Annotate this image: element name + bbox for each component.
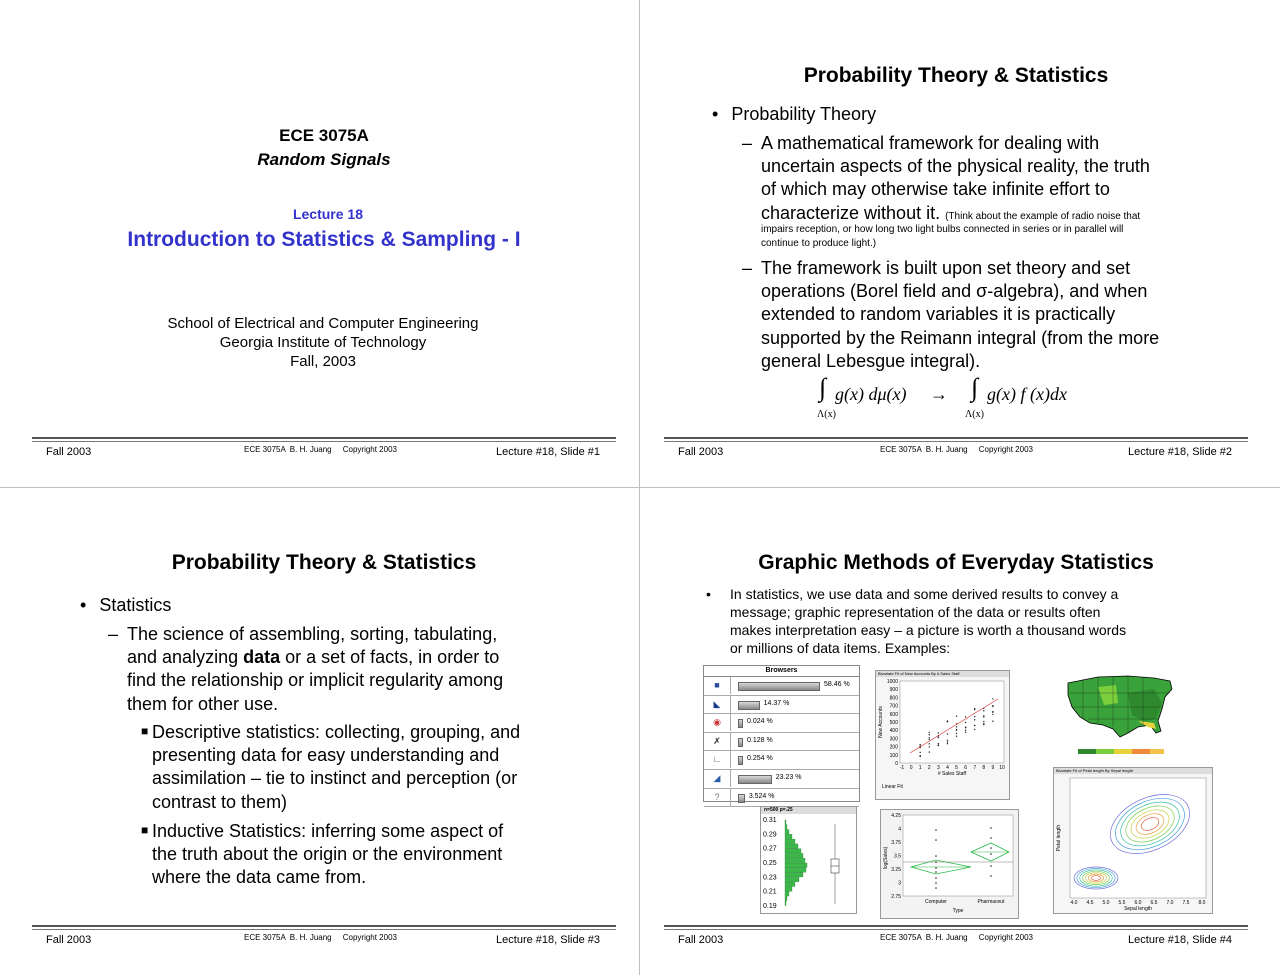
sub-line: The science of assembling, sorting, tabulating, xyxy=(127,624,498,644)
y-tick: 600 xyxy=(889,711,898,718)
histogram-bar xyxy=(785,901,786,905)
scatter-point xyxy=(938,732,939,733)
x-tick: 10 xyxy=(999,765,1005,771)
para-line: In statistics, we use data and some derived results to convey a xyxy=(730,586,1119,602)
y-tick: 0.27 xyxy=(763,845,777,853)
scatter-point xyxy=(983,716,984,717)
browser-value: 3.524 % xyxy=(748,792,775,800)
x-label: Sepal length xyxy=(1124,906,1152,912)
data-point xyxy=(935,882,937,884)
slide-3 xyxy=(8,488,640,974)
data-point xyxy=(935,861,937,863)
sub-line: find the relationship or implicit regularity among xyxy=(127,670,504,690)
sub-line: of which may otherwise take infinite effort to xyxy=(761,179,1110,199)
footer-slide-number: Lecture #18, Slide #2 xyxy=(1128,446,1232,458)
scatter-point xyxy=(929,734,930,735)
course-name: Random Signals xyxy=(257,150,391,169)
integral-subscript: Λ(x) xyxy=(965,409,984,420)
browser-bar xyxy=(738,682,820,691)
x-tick: 3 xyxy=(936,765,940,771)
scatter-point xyxy=(947,721,948,722)
sq-line: Descriptive statistics: collecting, grouping, and xyxy=(152,722,521,742)
scatter-plot xyxy=(875,670,1010,800)
dash-marker: – xyxy=(108,624,119,644)
browser-bar xyxy=(738,738,743,747)
y-label: log(Sales) xyxy=(883,846,889,870)
sq-line: assimilation – tie to instinct and perception (or xyxy=(152,768,518,788)
histogram-bar xyxy=(785,839,795,843)
histogram-bar xyxy=(785,825,787,829)
y-tick: 4.25 xyxy=(891,813,901,819)
browser-bar xyxy=(738,701,760,710)
square-marker: ■ xyxy=(141,823,149,837)
histogram-bar xyxy=(785,858,805,862)
sub-line: general Lebesgue integral). xyxy=(761,351,981,371)
footer-slide-number: Lecture #18, Slide #4 xyxy=(1128,934,1232,946)
footer-slide-number: Lecture #18, Slide #1 xyxy=(496,446,600,458)
browser-value: 58.46 % xyxy=(824,681,850,688)
sq-line: contrast to them) xyxy=(152,792,288,812)
data-point xyxy=(935,877,937,879)
footer-term: Fall 2003 xyxy=(46,446,92,458)
y-tick: 0 xyxy=(895,761,898,767)
scatter-svg xyxy=(876,677,1009,798)
histogram-bar xyxy=(785,834,792,838)
browser-row xyxy=(704,696,859,715)
scatter-point xyxy=(965,731,966,732)
us-map xyxy=(1058,663,1180,758)
histogram-bar xyxy=(785,896,787,900)
x-tick: 7.5 xyxy=(1182,900,1190,906)
browsers-rows xyxy=(704,677,859,807)
bullet-dot: • xyxy=(712,104,719,124)
x-tick: 9 xyxy=(991,765,995,771)
y-tick: 4 xyxy=(898,826,901,833)
x-tick: 4.0 xyxy=(1070,900,1078,906)
scatter-point xyxy=(919,752,920,753)
scatter-point xyxy=(956,726,957,727)
x-tick: 2 xyxy=(927,765,931,771)
histogram-bar xyxy=(785,844,798,848)
legend-swatch xyxy=(1096,749,1114,754)
para-line: message; graphic representation of the data or results often xyxy=(730,604,1101,620)
bullet-probability xyxy=(712,103,876,126)
browser-icon: ◣ xyxy=(704,696,731,713)
slide-title: Graphic Methods of Everyday Statistics xyxy=(758,551,1154,574)
browser-row xyxy=(704,733,859,752)
scatter-point xyxy=(956,729,957,730)
plot-area xyxy=(1070,778,1206,898)
scatter-title: Bivariate Fit of New Accounts By # Sales Staff xyxy=(876,671,1009,677)
lecture-title: Introduction to Statistics & Sampling - I xyxy=(127,228,521,251)
slide-title: Probability Theory & Statistics xyxy=(803,64,1109,87)
x-tick: 5 xyxy=(955,765,958,771)
scatter-point xyxy=(947,743,948,744)
legend-label: Linear Fit xyxy=(882,784,903,790)
scatter-point xyxy=(929,746,930,747)
scatter-point xyxy=(947,733,948,734)
browser-value: 14.37 % xyxy=(763,699,790,707)
footer-rule-thin xyxy=(32,929,616,930)
x-tick: 6 xyxy=(964,765,968,771)
scatter-point xyxy=(919,744,920,745)
x-label: # Sales Staff xyxy=(937,771,967,777)
browser-value: 0.254 % xyxy=(747,755,773,763)
footer-copyright: ECE 3075A B. H. Juang Copyright 2003 xyxy=(880,933,1033,942)
scatter-point xyxy=(974,709,975,710)
y-tick: 3.75 xyxy=(891,840,901,846)
scatter-point xyxy=(929,739,930,740)
sq-line: the truth about the origin or the environment xyxy=(152,844,503,864)
legend-swatch xyxy=(1078,749,1096,754)
histogram-bar xyxy=(785,873,803,877)
sub-line: uncertain aspects of the physical reality, the truth xyxy=(761,156,1150,176)
scatter-point xyxy=(974,719,975,720)
x-tick: 5.0 xyxy=(1102,900,1110,906)
browser-row xyxy=(704,770,859,789)
data-point xyxy=(935,839,937,841)
scatter-point xyxy=(956,733,957,734)
square-marker: ■ xyxy=(141,724,149,738)
arrow: → xyxy=(930,384,948,404)
browser-bar xyxy=(738,756,743,765)
x-tick: 5.5 xyxy=(1118,900,1126,906)
scatter-point xyxy=(974,716,975,717)
scatter-point xyxy=(929,751,930,752)
y-tick: 3 xyxy=(898,880,901,887)
histogram-bar xyxy=(785,830,789,834)
browser-icon: ■ xyxy=(704,677,731,694)
equation-left: g(x) dμ(x) xyxy=(835,384,907,404)
y-label: New Accounts xyxy=(878,706,884,738)
data-point xyxy=(990,847,992,849)
integral-sign: ∫ xyxy=(971,373,979,402)
footer-rule xyxy=(664,925,1248,927)
footer-rule-thin xyxy=(664,929,1248,930)
dash-marker: – xyxy=(742,258,753,278)
histogram-bar xyxy=(785,820,786,824)
y-tick: 100 xyxy=(889,752,898,759)
y-tick: 200 xyxy=(889,744,898,751)
y-tick: 0.31 xyxy=(763,817,777,824)
institute-name: Georgia Institute of Technology xyxy=(219,334,427,351)
note-text: (Think about the example of radio noise that xyxy=(945,211,1141,222)
bullet-text: Statistics xyxy=(99,595,172,615)
y-tick: 900 xyxy=(889,687,898,694)
y-tick: 3.5 xyxy=(894,853,901,860)
browser-bar xyxy=(738,719,743,728)
browsers-chart xyxy=(703,665,860,802)
plot-area xyxy=(903,815,1013,896)
lecture-number: Lecture 18 xyxy=(292,206,364,222)
scatter-point xyxy=(983,710,984,711)
slide-2 xyxy=(640,0,1272,486)
histogram-bar xyxy=(785,892,789,896)
para-line: or millions of data items. Examples: xyxy=(730,640,951,656)
contour-title: Bivariate Fit of Petal length By Sepal length xyxy=(1054,768,1212,774)
footer-term: Fall 2003 xyxy=(46,934,92,946)
x-tick: 4 xyxy=(946,765,949,771)
data-point xyxy=(935,871,937,873)
slide-1 xyxy=(8,0,640,486)
data-point xyxy=(935,887,937,889)
y-tick: 0.29 xyxy=(763,831,777,839)
histogram-bar xyxy=(785,877,799,881)
scatter-point xyxy=(956,716,957,717)
y-tick: 3.25 xyxy=(891,867,901,873)
footer-rule xyxy=(32,437,616,439)
y-tick: 800 xyxy=(889,695,898,702)
scatter-point xyxy=(965,727,966,728)
scatter-point xyxy=(929,737,930,738)
equation-right: g(x) f (x)dx xyxy=(987,384,1067,404)
plot-area xyxy=(900,681,1004,763)
y-tick: 0.23 xyxy=(763,874,777,882)
slide-4 xyxy=(640,488,1272,974)
scatter-point xyxy=(929,743,930,744)
data-point xyxy=(990,875,992,877)
bullet-text: Probability Theory xyxy=(731,104,877,124)
dash-marker: – xyxy=(742,133,753,153)
histogram-bar xyxy=(785,863,807,867)
data-point xyxy=(935,867,937,869)
scatter-point xyxy=(992,711,993,712)
scatter-point xyxy=(956,736,957,737)
y-tick: 0.21 xyxy=(763,888,777,896)
footer-term: Fall 2003 xyxy=(678,934,724,946)
para-line: makes interpretation easy – a picture is worth a thousand words xyxy=(730,622,1127,638)
footer-copyright: ECE 3075A B. H. Juang Copyright 2003 xyxy=(244,933,397,942)
bullet-statistics xyxy=(80,594,171,617)
footer-rule-thin xyxy=(664,441,1248,442)
course-code: ECE 3075A xyxy=(279,126,369,145)
browser-row xyxy=(704,677,859,696)
y-tick: 300 xyxy=(889,736,898,743)
school-name: School of Electrical and Computer Engineering xyxy=(167,315,479,332)
histogram-title: n=500 p=.25 xyxy=(761,807,856,814)
browser-row xyxy=(704,789,859,808)
x-tick: 0 xyxy=(909,765,913,771)
footer-copyright: ECE 3075A B. H. Juang Copyright 2003 xyxy=(880,445,1033,454)
scatter-point xyxy=(983,721,984,722)
sub-line: extended to random variables it is practically xyxy=(761,304,1116,324)
x-tick: -1 xyxy=(899,765,905,771)
y-tick: 2.75 xyxy=(891,894,901,900)
slide-title: Probability Theory & Statistics xyxy=(171,551,477,574)
browser-row xyxy=(704,714,859,733)
scatter-point xyxy=(983,715,984,716)
bullet-dot: • xyxy=(80,595,87,615)
data-point xyxy=(990,853,992,855)
histogram-svg xyxy=(761,814,856,912)
sub-line: and analyzing xyxy=(127,647,244,667)
browser-value: 23.23 % xyxy=(775,773,802,781)
data-point xyxy=(990,837,992,839)
footer-rule-thin xyxy=(32,441,616,442)
scatter-point xyxy=(938,737,939,738)
scatter-point xyxy=(992,714,993,715)
scatter-point xyxy=(965,722,966,723)
footer-rule xyxy=(664,437,1248,439)
browser-bar xyxy=(738,775,772,784)
browser-icon: ∟ xyxy=(704,751,731,768)
scatter-point xyxy=(974,729,975,730)
footer-rule xyxy=(32,925,616,927)
histogram-plot xyxy=(760,806,857,914)
scatter-point xyxy=(983,724,984,725)
sq-line: where the data came from. xyxy=(152,867,367,887)
browser-bar xyxy=(738,794,745,803)
browser-icon: ◢ xyxy=(704,770,731,787)
bullet-dot: • xyxy=(706,586,711,602)
browsers-header: Browsers xyxy=(704,666,859,677)
sq-line: Inductive Statistics: inferring some aspect of xyxy=(152,821,504,841)
scatter-point xyxy=(965,716,966,717)
sub-line: supported by the Reimann integral (from the more xyxy=(761,328,1160,348)
us-map-svg xyxy=(1058,663,1180,758)
scatter-point xyxy=(919,756,920,757)
histogram-bar xyxy=(785,853,803,857)
browser-value: 0.024 % xyxy=(747,718,773,726)
y-tick: 400 xyxy=(889,728,898,735)
scatter-point xyxy=(938,744,939,745)
browser-row xyxy=(704,751,859,770)
x-tick: 6.5 xyxy=(1150,900,1158,906)
scatter-point xyxy=(965,730,966,731)
diamond-plot xyxy=(880,809,1019,919)
x-tick: 7.0 xyxy=(1166,900,1174,906)
data-point xyxy=(990,865,992,867)
histogram-bar xyxy=(785,868,806,872)
histogram-bar xyxy=(785,849,801,853)
y-tick: 0.25 xyxy=(763,860,777,867)
footer-slide-number: Lecture #18, Slide #3 xyxy=(496,934,600,946)
note-text: impairs reception, or how long two light bulbs connected in series or in parallel will xyxy=(761,224,1124,235)
x-tick: 6.0 xyxy=(1134,900,1142,906)
scatter-point xyxy=(974,725,975,726)
data-point xyxy=(935,829,937,831)
sub-line: characterize without it. xyxy=(761,203,941,223)
legend-swatch xyxy=(1132,749,1150,754)
data-point xyxy=(935,855,937,857)
sub-line: or a set of facts, in order to xyxy=(280,647,500,667)
diamond-svg xyxy=(881,810,1018,918)
x-tick: 7 xyxy=(973,765,977,771)
sq-line: presenting data for easy understanding and xyxy=(152,745,500,765)
y-tick: 1000 xyxy=(886,679,898,685)
sub-line: operations (Borel field and σ-algebra), and when xyxy=(761,281,1148,301)
x-tick: 1 xyxy=(918,765,922,771)
x-category: Pharmaceut xyxy=(977,899,1005,905)
scatter-point xyxy=(947,741,948,742)
browser-icon: ? xyxy=(704,789,731,806)
y-tick: 700 xyxy=(889,703,898,710)
sub-line: A mathematical framework for dealing with xyxy=(761,133,1100,153)
scatter-point xyxy=(992,721,993,722)
sub-line: them for other use. xyxy=(127,694,279,714)
note-text: continue to produce light.) xyxy=(761,238,877,249)
scatter-point xyxy=(938,743,939,744)
emphasis-data: data xyxy=(243,647,281,667)
legend-swatch xyxy=(1150,749,1164,754)
term: Fall, 2003 xyxy=(290,353,356,370)
y-label: Petal length xyxy=(1056,824,1062,852)
browser-icon: ✗ xyxy=(704,733,731,750)
scatter-point xyxy=(992,698,993,699)
contour-svg xyxy=(1054,774,1212,912)
integral-subscript: Λ(x) xyxy=(817,409,836,420)
x-tick: 8.0 xyxy=(1198,900,1206,906)
legend-swatch xyxy=(1114,749,1132,754)
x-tick: 4.5 xyxy=(1086,900,1094,906)
x-tick: 8 xyxy=(982,765,986,771)
y-tick: 0.19 xyxy=(763,903,777,910)
scatter-point xyxy=(992,706,993,707)
scatter-point xyxy=(929,732,930,733)
histogram-bar xyxy=(785,887,792,891)
contour-plot xyxy=(1053,767,1213,914)
integral-sign: ∫ xyxy=(819,373,827,402)
histogram-bar xyxy=(785,882,795,886)
x-label: Type xyxy=(952,908,964,914)
scatter-point xyxy=(947,740,948,741)
footer-copyright: ECE 3075A B. H. Juang Copyright 2003 xyxy=(244,445,397,454)
x-category: Computer xyxy=(925,899,947,905)
sub-line: The framework is built upon set theory and set xyxy=(761,258,1131,278)
data-point xyxy=(990,827,992,829)
footer-term: Fall 2003 xyxy=(678,446,724,458)
browser-value: 0.128 % xyxy=(747,736,773,744)
y-tick: 500 xyxy=(889,720,898,726)
browser-icon: ◉ xyxy=(704,714,731,731)
